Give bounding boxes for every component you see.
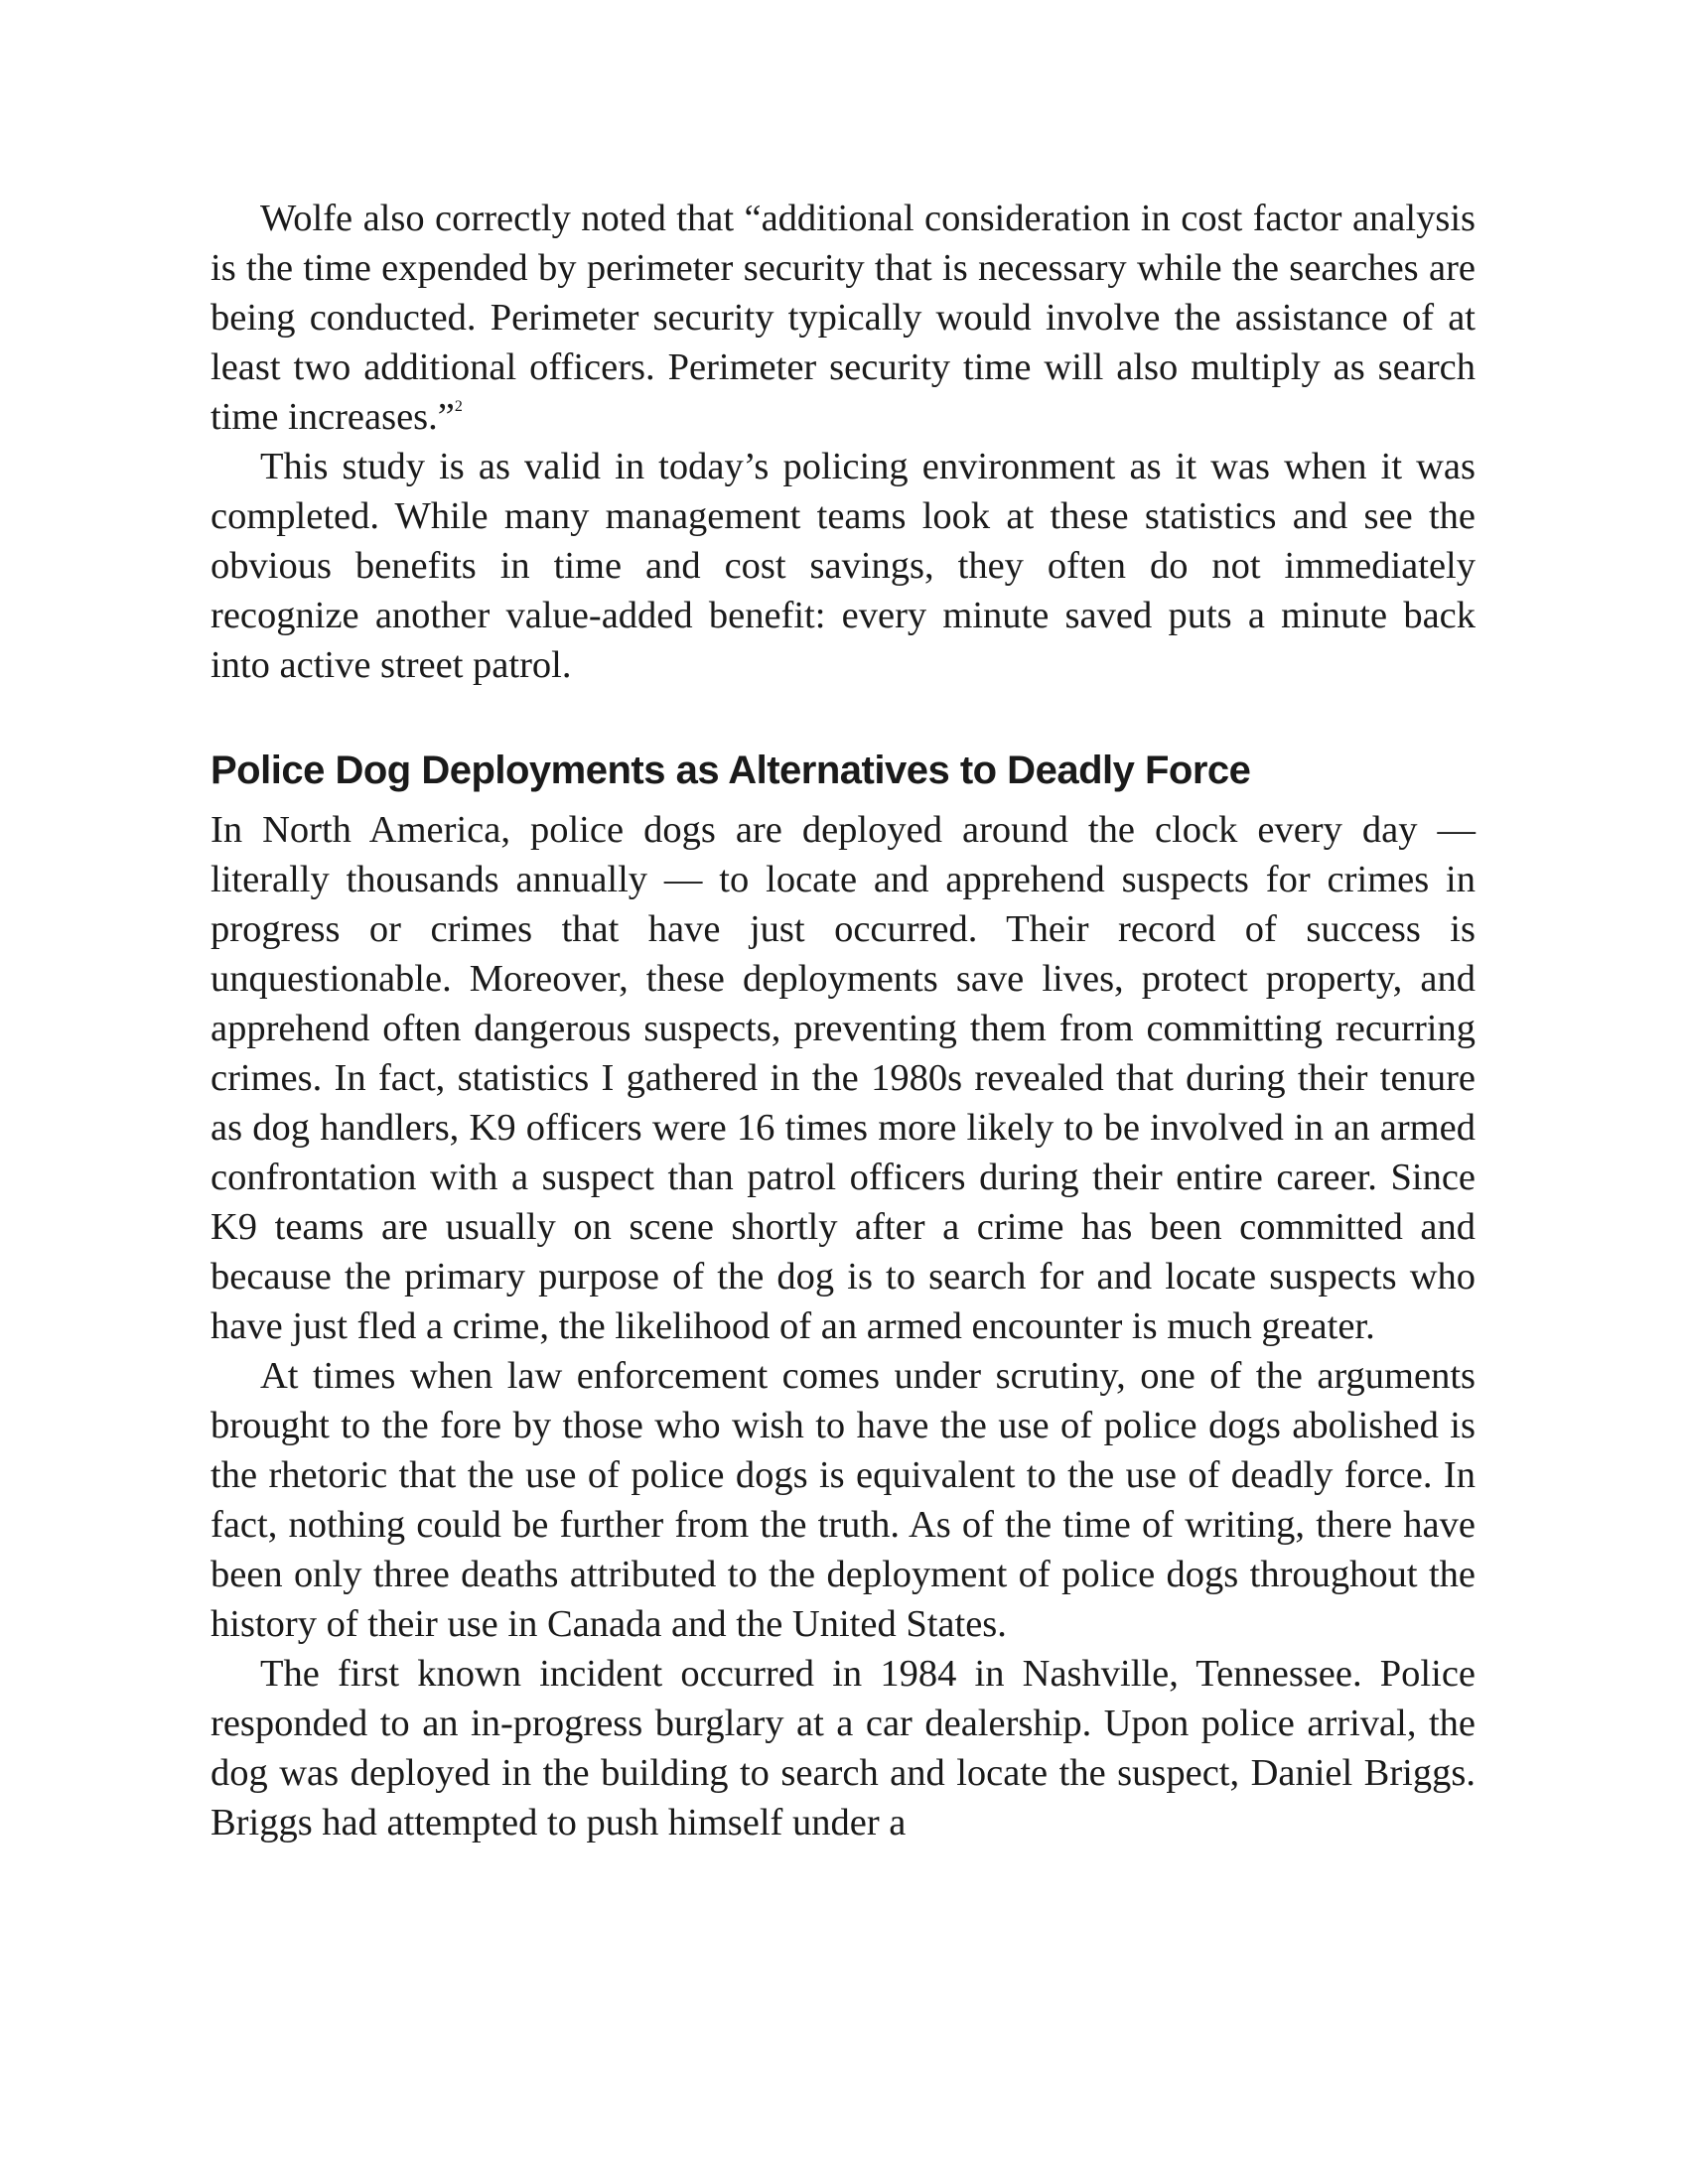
paragraph-text: Wolfe also correctly noted that “additional consideration in cost factor analysis is the time expended by perimeter security that is necessary while the searches are being conducted. Perimeter security typically would involve the assistance of at least two additional officers. Perimeter security time will also multiply as search time increases.” xyxy=(211,198,1476,438)
paragraph-first-incident: The first known incident occurred in 1984 in Nashville, Tennessee. Police responded to an in-progress burglary at a car dealership. Upon police arrival, the dog was deployed in the building to search and locate the suspect, Daniel Briggs. Briggs had attempted to push himself under a xyxy=(211,1653,1476,1843)
paragraph-deployments: In North America, police dogs are deployed around the clock every day — literally thousands annually — to locate and apprehend suspects for crimes in progress or crimes that have just occurred. Their record of success is unquestionable. Moreover, these deployments save lives, protect property, and apprehend often dangerous suspects, preventing them from committing recurring crimes. In fact, statistics I gathered in the 1980s revealed that during their tenure as dog handlers, K9 officers were 16 times more likely to be involved in an armed confrontation with a suspect than patrol officers during their entire career. Since K9 teams are usually on scene shortly after a crime has been committed and because the primary purpose of the dog is to search for and locate suspects who have just fled a crime, the likelihood of an armed encounter is much greater. xyxy=(211,809,1476,1347)
paragraph-wolfe-quote xyxy=(211,194,1476,442)
document-page xyxy=(211,194,1476,1847)
footnote-marker[interactable]: 2 xyxy=(454,398,463,415)
section-heading: Police Dog Deployments as Alternatives to Deadly Force xyxy=(211,749,1251,792)
paragraph-study-validity: This study is as valid in today’s policing environment as it was when it was completed. While many management teams look at these statistics and see the obvious benefits in time and cost savings, they often do not immediately recognize another value-added benefit: every minute saved puts a minute back into active street patrol. xyxy=(211,446,1476,686)
paragraph-scrutiny: At times when law enforcement comes under scrutiny, one of the arguments brought to the fore by those who wish to have the use of police dogs abolished is the rhetoric that the use of police dogs is equivalent to the use of deadly force. In fact, nothing could be further from the truth. As of the time of writing, there have been only three deaths attributed to the deployment of police dogs throughout the history of their use in Canada and the United States. xyxy=(211,1355,1476,1645)
